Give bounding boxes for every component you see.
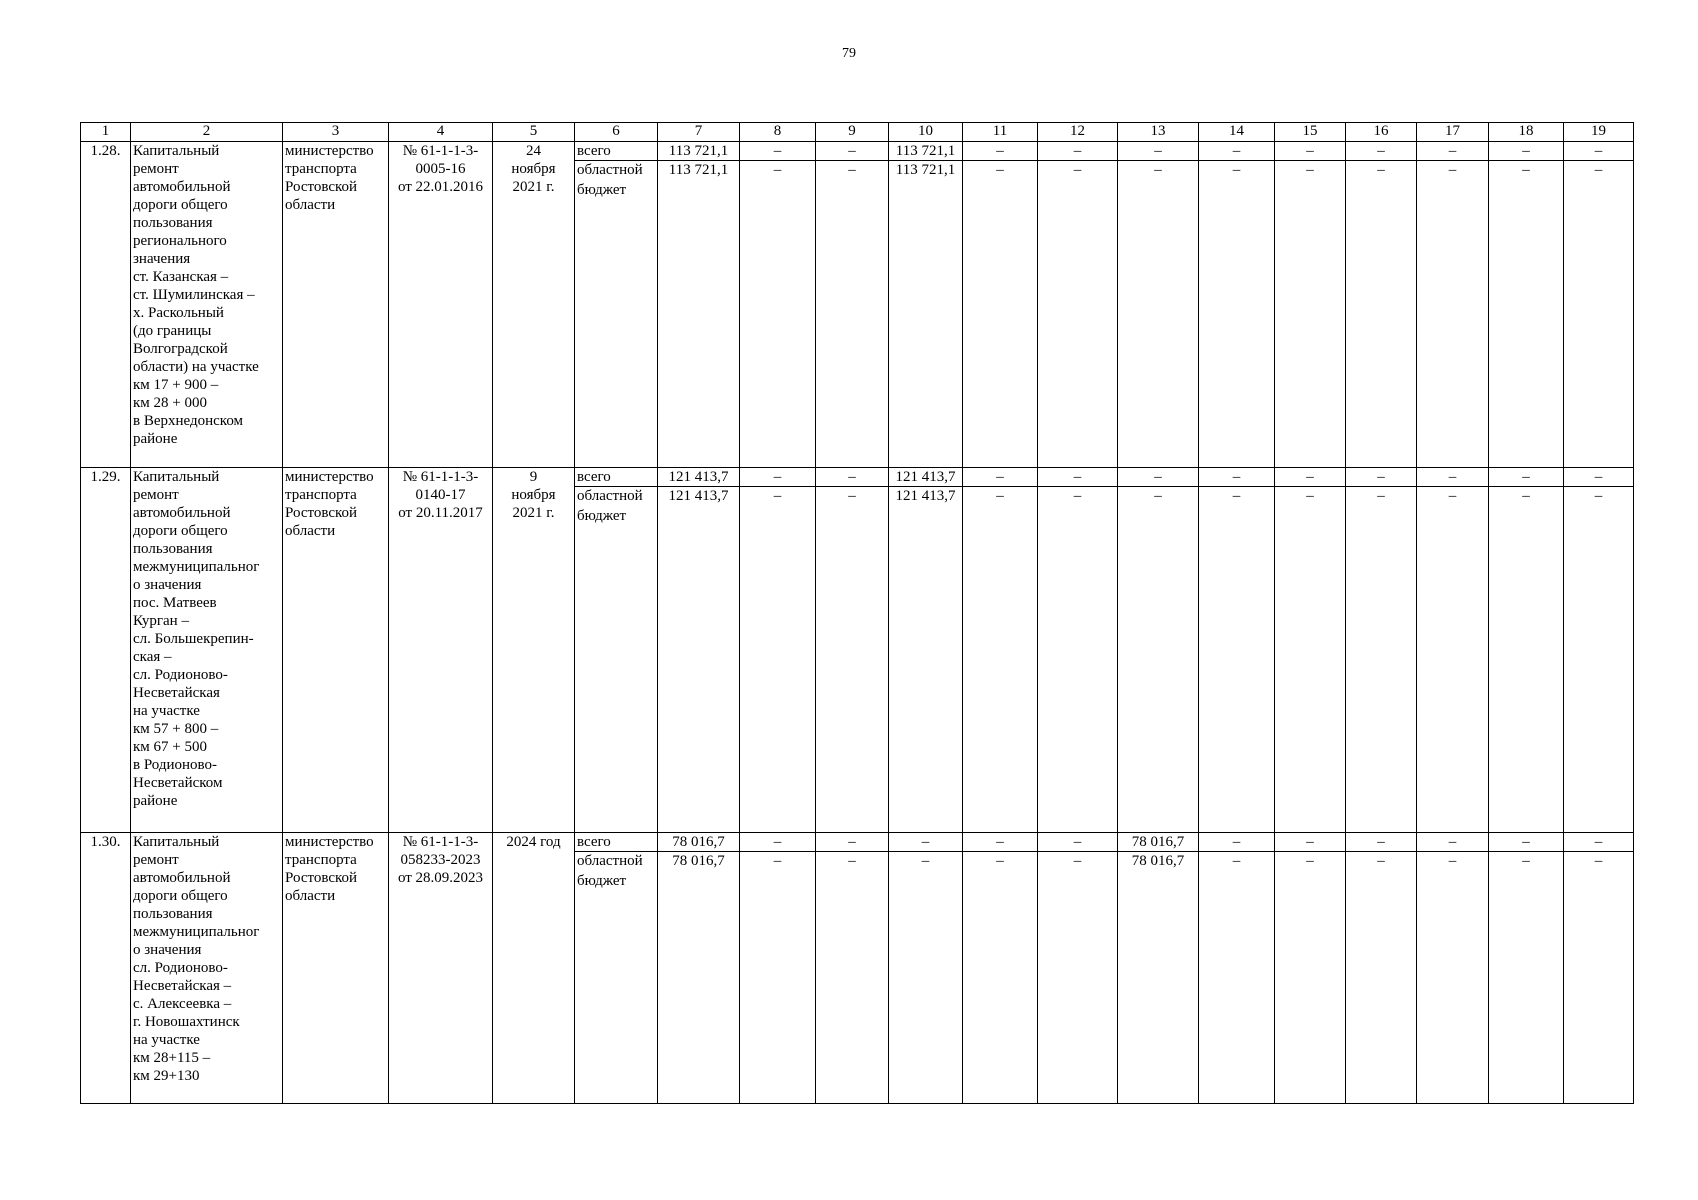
column-header: 15	[1275, 123, 1346, 142]
date: 9 ноября 2021 г.	[493, 468, 575, 833]
value-cell: –	[1564, 142, 1634, 161]
value-cell: –	[1199, 487, 1275, 833]
column-header: 17	[1417, 123, 1489, 142]
value-cell: –	[1489, 161, 1564, 468]
agency: министерство транспорта Ростовской области	[283, 833, 389, 1104]
column-header: 9	[816, 123, 889, 142]
value-cell: –	[889, 833, 963, 852]
value-cell: –	[1038, 487, 1118, 833]
value-cell: –	[1346, 852, 1417, 1104]
column-header: 18	[1489, 123, 1564, 142]
value-cell: –	[1564, 833, 1634, 852]
page-number: 79	[842, 46, 856, 61]
column-header: 4	[389, 123, 493, 142]
value-cell: –	[1275, 487, 1346, 833]
value-cell: –	[1489, 487, 1564, 833]
value-cell: –	[1417, 852, 1489, 1104]
value-cell: –	[963, 833, 1038, 852]
value-cell: –	[1038, 468, 1118, 487]
value-cell: –	[1346, 833, 1417, 852]
document-ref: № 61-1-1-3- 0140-17 от 20.11.2017	[389, 468, 493, 833]
value-cell: –	[1417, 468, 1489, 487]
value-cell: 78 016,7	[658, 852, 740, 1104]
value-cell: –	[1489, 852, 1564, 1104]
value-cell: –	[1199, 468, 1275, 487]
column-header: 3	[283, 123, 389, 142]
column-number-row	[81, 123, 1634, 142]
value-cell: 121 413,7	[658, 487, 740, 833]
value-cell: –	[1564, 852, 1634, 1104]
value-cell: –	[740, 468, 816, 487]
value-cell: –	[816, 487, 889, 833]
value-cell: –	[740, 852, 816, 1104]
value-cell: –	[1275, 161, 1346, 468]
value-cell: –	[1489, 468, 1564, 487]
value-cell: –	[963, 852, 1038, 1104]
value-cell: –	[1417, 142, 1489, 161]
value-cell: –	[1118, 468, 1199, 487]
table-row	[81, 468, 1634, 487]
funding-source: областной бюджет	[575, 161, 658, 468]
object-name: Капитальный ремонт автомобильной дороги общего пользования межмуниципальног о значения пос. Матвеев Курган – сл. Большекрепин- ская – сл. Родионово- Несветайская на участке км 57 + 800 – км 67 + 500 в Родионово- Несветайском районе	[131, 468, 283, 833]
object-name: Капитальный ремонт автомобильной дороги общего пользования межмуниципальног о значения сл. Родионово- Несветайская – с. Алексеевка – г. Новошахтинск на участке км 28+115 – км 29+130	[131, 833, 283, 1104]
agency: министерство транспорта Ростовской области	[283, 142, 389, 468]
value-cell: –	[1346, 468, 1417, 487]
value-cell: 113 721,1	[889, 142, 963, 161]
value-cell: –	[1275, 142, 1346, 161]
value-cell: –	[963, 468, 1038, 487]
value-cell: 113 721,1	[658, 142, 740, 161]
value-cell: 113 721,1	[658, 161, 740, 468]
value-cell: –	[963, 161, 1038, 468]
value-cell: 78 016,7	[1118, 833, 1199, 852]
row-number: 1.28.	[81, 142, 131, 468]
column-header: 10	[889, 123, 963, 142]
funding-source: всего	[575, 142, 658, 161]
value-cell: –	[816, 468, 889, 487]
document-ref: № 61-1-1-3- 0005-16 от 22.01.2016	[389, 142, 493, 468]
value-cell: –	[740, 833, 816, 852]
value-cell: 113 721,1	[889, 161, 963, 468]
value-cell: –	[1564, 468, 1634, 487]
object-name: Капитальный ремонт автомобильной дороги общего пользования регионального значения ст. Казанская – ст. Шумилинская – х. Раскольный (до границы Волгоградской области) на участке км 17 + 900 – км 28 + 000 в Верхнедонском районе	[131, 142, 283, 468]
value-cell: –	[1417, 833, 1489, 852]
document-ref: № 61-1-1-3- 058233-2023 от 28.09.2023	[389, 833, 493, 1104]
value-cell: –	[1275, 833, 1346, 852]
row-number: 1.29.	[81, 468, 131, 833]
value-cell: –	[1564, 161, 1634, 468]
value-cell: –	[1038, 142, 1118, 161]
column-header: 6	[575, 123, 658, 142]
agency: министерство транспорта Ростовской области	[283, 468, 389, 833]
column-header: 8	[740, 123, 816, 142]
value-cell: 121 413,7	[889, 487, 963, 833]
funding-source: областной бюджет	[575, 487, 658, 833]
value-cell: –	[1038, 833, 1118, 852]
value-cell: –	[889, 852, 963, 1104]
column-header: 13	[1118, 123, 1199, 142]
value-cell: 78 016,7	[658, 833, 740, 852]
value-cell: –	[963, 487, 1038, 833]
budget-table	[80, 122, 1634, 1104]
funding-source: всего	[575, 833, 658, 852]
value-cell: –	[963, 142, 1038, 161]
value-cell: 121 413,7	[658, 468, 740, 487]
column-header: 1	[81, 123, 131, 142]
value-cell: –	[1199, 142, 1275, 161]
column-header: 14	[1199, 123, 1275, 142]
column-header: 16	[1346, 123, 1417, 142]
value-cell: –	[1199, 161, 1275, 468]
value-cell: –	[1118, 161, 1199, 468]
value-cell: 78 016,7	[1118, 852, 1199, 1104]
funding-source: областной бюджет	[575, 852, 658, 1104]
column-header: 19	[1564, 123, 1634, 142]
value-cell: –	[1118, 142, 1199, 161]
value-cell: –	[740, 487, 816, 833]
value-cell: –	[1275, 468, 1346, 487]
value-cell: –	[1275, 852, 1346, 1104]
table-row	[81, 833, 1634, 852]
value-cell: –	[1489, 142, 1564, 161]
value-cell: –	[1038, 852, 1118, 1104]
value-cell: –	[816, 142, 889, 161]
date: 24 ноября 2021 г.	[493, 142, 575, 468]
table-row	[81, 142, 1634, 161]
value-cell: –	[740, 142, 816, 161]
value-cell: –	[816, 852, 889, 1104]
column-header: 12	[1038, 123, 1118, 142]
value-cell: –	[1346, 142, 1417, 161]
value-cell: –	[1199, 833, 1275, 852]
value-cell: –	[1118, 487, 1199, 833]
value-cell: –	[816, 833, 889, 852]
value-cell: –	[1346, 161, 1417, 468]
value-cell: –	[1564, 487, 1634, 833]
column-header: 5	[493, 123, 575, 142]
column-header: 2	[131, 123, 283, 142]
value-cell: –	[1417, 487, 1489, 833]
value-cell: –	[1346, 487, 1417, 833]
value-cell: –	[1417, 161, 1489, 468]
row-number: 1.30.	[81, 833, 131, 1104]
value-cell: 121 413,7	[889, 468, 963, 487]
value-cell: –	[816, 161, 889, 468]
value-cell: –	[740, 161, 816, 468]
value-cell: –	[1489, 833, 1564, 852]
date: 2024 год	[493, 833, 575, 1104]
value-cell: –	[1038, 161, 1118, 468]
column-header: 7	[658, 123, 740, 142]
value-cell: –	[1199, 852, 1275, 1104]
column-header: 11	[963, 123, 1038, 142]
funding-source: всего	[575, 468, 658, 487]
